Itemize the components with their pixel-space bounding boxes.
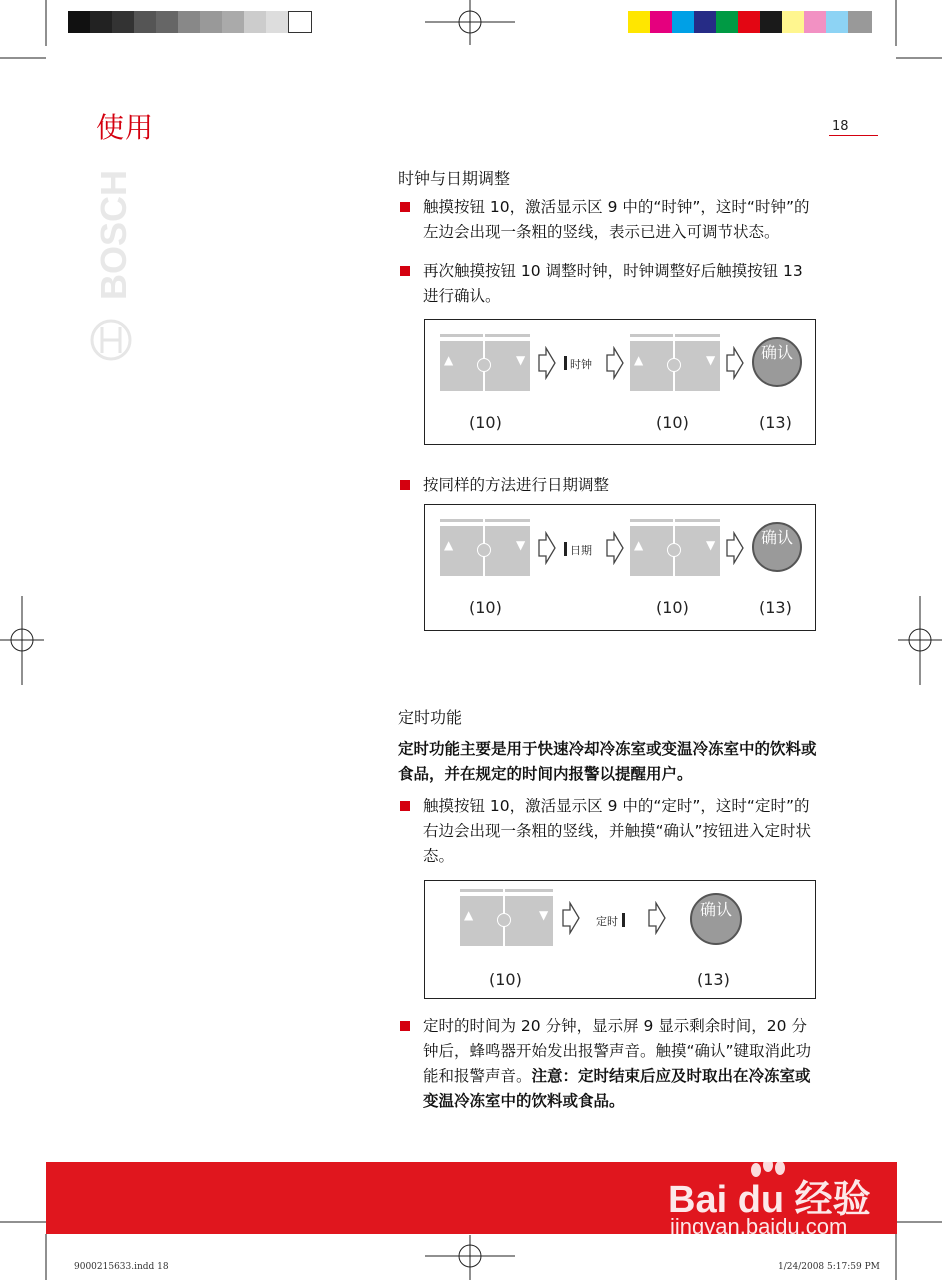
clock-date-heading: 时钟与日期调整	[398, 169, 511, 188]
bullet-square-icon	[400, 1021, 410, 1031]
watermark-brand: Bai du 经验	[668, 1179, 871, 1221]
button-label: (13)	[759, 413, 792, 432]
button-label: (10)	[469, 413, 502, 432]
bold-cursor-bar	[564, 356, 567, 370]
list-item: 再次触摸按钮 10 调整时钟，时钟调整好后触摸按钮 13 进行确认。	[398, 259, 818, 309]
up-triangle-icon: ▲	[634, 353, 644, 367]
display-panel	[440, 341, 530, 391]
bullet-square-icon	[400, 202, 410, 212]
button-label: (10)	[656, 598, 689, 617]
arrow-right-icon	[647, 901, 667, 935]
bullet-square-icon	[400, 266, 410, 276]
display-panel	[630, 341, 720, 391]
timer-note: 定时的时间为 20 分钟，显示屏 9 显示剩余时间，20 分钟后，蜂鸣器开始发出报警声音。触摸“确认”键取消此功能和报警声音。	[423, 1017, 812, 1085]
confirm-button: 确认	[752, 337, 802, 387]
clock-adjust-diagram	[424, 319, 816, 445]
up-triangle-icon: ▲	[444, 538, 454, 552]
button-label: (13)	[759, 598, 792, 617]
watermark	[668, 1160, 888, 1240]
list-item: 触摸按钮 10，激活显示区 9 中的“定时”，这时“定时”的右边会出现一条粗的竖线，并触摸“确认”按钮进入定时状态。	[398, 794, 818, 869]
bosch-wordmark: BOSCH	[93, 169, 134, 300]
timer-intro: 定时功能主要是用于快速冷却冷冻室或变温冷冻室中的饮料或食品，并在规定的时间内报警以提醒用户。	[398, 740, 817, 783]
slug-date: 1/24/2008 5:17:59 PM	[778, 1262, 880, 1272]
up-triangle-icon: ▲	[634, 538, 644, 552]
timer-diagram	[424, 880, 816, 999]
arrow-right-icon	[561, 901, 581, 935]
list-item: 触摸按钮 10，激活显示区 9 中的“时钟”，这时“时钟”的左边会出现一条粗的竖线，表示已进入可调节状态。	[398, 195, 818, 245]
button-label: (13)	[697, 970, 730, 989]
step-text: 时钟	[570, 358, 592, 371]
up-triangle-icon: ▲	[464, 908, 474, 922]
clock-icon	[667, 543, 681, 557]
clock-icon	[497, 913, 511, 927]
button-label: (10)	[469, 598, 502, 617]
arrow-right-icon	[605, 531, 625, 565]
list-item	[398, 1014, 818, 1114]
arrow-right-icon	[537, 531, 557, 565]
display-panel	[440, 526, 530, 576]
confirm-button: 确认	[752, 522, 802, 572]
slug-file: 9000215633.indd 18	[74, 1262, 169, 1272]
bullet-square-icon	[400, 801, 410, 811]
clock-icon	[477, 543, 491, 557]
confirm-button: 确认	[690, 893, 742, 945]
page-title: 使用	[96, 111, 155, 144]
down-triangle-icon: ▼	[516, 353, 526, 367]
display-panel	[460, 896, 553, 946]
bosch-armature-icon	[92, 321, 130, 359]
timer-warning: 注意：定时结束后应及时取出在冷冻室或变温冷冻室中的饮料或食品。	[423, 1067, 811, 1110]
page-number: 18	[832, 119, 849, 134]
down-triangle-icon: ▼	[516, 538, 526, 552]
clock-icon	[477, 358, 491, 372]
list-item: 按同样的方法进行日期调整	[398, 473, 818, 498]
step-text: 日期	[570, 544, 592, 557]
button-label: (10)	[656, 413, 689, 432]
watermark-url: jingyan.baidu.com	[670, 1214, 848, 1239]
up-triangle-icon: ▲	[444, 353, 454, 367]
arrow-right-icon	[537, 346, 557, 380]
arrow-right-icon	[725, 531, 745, 565]
down-triangle-icon: ▼	[706, 353, 716, 367]
bold-cursor-bar	[564, 542, 567, 556]
down-triangle-icon: ▼	[706, 538, 716, 552]
bosch-logo	[86, 160, 136, 365]
arrow-right-icon	[605, 346, 625, 380]
display-panel	[630, 526, 720, 576]
clock-icon	[667, 358, 681, 372]
down-triangle-icon: ▼	[539, 908, 549, 922]
bullet-square-icon	[400, 480, 410, 490]
button-label: (10)	[489, 970, 522, 989]
arrow-right-icon	[725, 346, 745, 380]
date-adjust-diagram	[424, 504, 816, 631]
timer-heading: 定时功能	[398, 708, 463, 727]
bold-cursor-bar	[622, 913, 625, 927]
step-text: 定时	[596, 915, 618, 928]
page-number-rule	[829, 135, 878, 136]
